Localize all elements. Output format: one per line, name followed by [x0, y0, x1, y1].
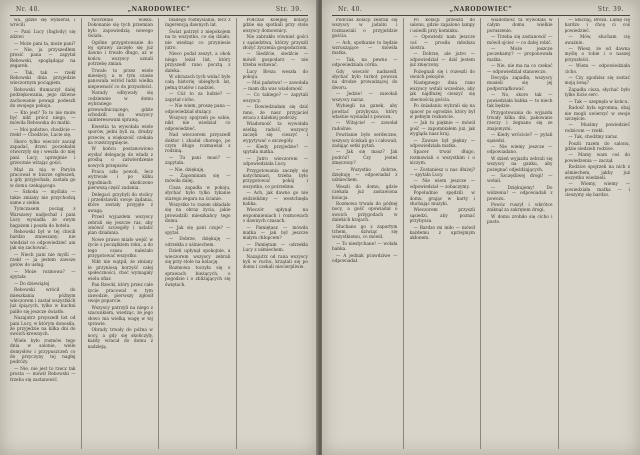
text-column [332, 18, 404, 449]
paragraph: — Nie, ja przyszedłem prosić pana — zapytał Rebowski, spoglądając na zegarek. [10, 48, 76, 70]
paragraph: — Siedźcie, siedźcie — mówił gospodarz — nie trzeba wstawać. [242, 52, 308, 69]
paragraph: — Mamy wam coś do powiedzenia — zaczął. [564, 153, 630, 164]
paragraph: Nie zabrakło również gości z sąsiedztwa, którzy przyszli złożyć życzenia gospodarzom. [242, 35, 308, 52]
paragraph: Nazajutrz przyszedł list od pani Lucy, w którym donosiła, że przyjedzie na kilka dni do swoich krewnych. [10, 316, 76, 338]
paragraph: — To niesłychane! — wołała babka. [332, 241, 398, 253]
paragraph: Rebowski wrócił do mieszkania późnym wieczorem i zastał wszystkich już śpiących, tylko w kuchni paliło się jeszcze światło. [10, 288, 76, 315]
paragraph: Przed wyjazdem wszyscy zebrali się jeszcze raz, aby omówić szczegóły i ustalić plan działania. [87, 215, 153, 237]
running-title: „NARODOWIEC” [127, 6, 191, 13]
paragraph: — Nie, nie ma na co czekać — odpowiedział stanowczo. [487, 64, 553, 75]
paragraph: Radość była ogromna, obaj nie mogli uwierzyć w swoje szczęście. [564, 106, 630, 122]
paragraph: — Kiedy wrócicie? — pytali sąsiedzi. [487, 133, 553, 144]
text-columns [10, 18, 308, 449]
paragraph: — Zawsze był piękny — odpowiedziała matka. [409, 138, 475, 149]
paragraph: Nazajutrz od rana wszyscy byli w ruchu, krzątali się po domu i czekali niecierpliwie. [242, 254, 308, 271]
paragraph: — Musimy powiedzieć rodzicom — rzekł. [564, 123, 630, 134]
running-title: „NARODOWIEC” [449, 6, 513, 13]
paragraph: Zapadła cisza, słychać było tylko bicie serc. [564, 87, 630, 99]
page-number-left: Nr. 40. [338, 6, 363, 13]
paragraph: Rozmowa trwała do późnej nocy, a gość opowiadał o swoich przygodach w dalekich krajach. [332, 202, 398, 224]
paragraph: — Niech pani nie myśli — rzekł — ja jestem zawsze gotów do usług. [10, 252, 76, 269]
paragraph: — Dziękujemy! Do widzenia! — odpowiadali z powozu. [487, 185, 553, 202]
paragraph: — Nie, nie jest to rzecz tak prosta — mówił Rebowski — trzeba się zastanowić. [10, 366, 76, 383]
paragraph: — Tak — szepnęła w końcu. [568, 99, 629, 105]
paragraph: Wszyscy patrzyli na niego z szacunkiem, wiedząc, że jego słowo ma wielką wagę w tej sprawie. [87, 305, 153, 327]
paragraph: — Co takiego? — zapytali wszyscy. [242, 93, 308, 104]
paragraph: — Może pani ta, może pani? [14, 41, 76, 47]
paragraph: W końcu postanowiono wysłać delegację do władz z prośbą o zatwierdzenie nowych przepisów. [87, 147, 153, 169]
paragraph: — Tak, tak — rzekł Rebowski dnia przyjedzie wieczornym pociągiem. [10, 70, 76, 87]
paragraph: — Jak się pani czuje? — spytał. [165, 225, 231, 237]
paragraph: — Nie wiemy jeszcze — odpowiadano. [487, 144, 553, 156]
text-column [487, 18, 559, 449]
paragraph: — Zapominam się — mówiła dalej. [165, 173, 231, 185]
paragraph: — Pani Lucy (Inglody) się zdziwi [10, 29, 76, 41]
paragraph: wa, gdzie się wybierał, i wrócili [10, 18, 76, 29]
paragraph: — Wszystko dobrze, dziękuję — odpowiadał z uśmiechem. [332, 167, 398, 184]
paragraph: Spacer trwał długo, rozmawiali o wszystkim i o niczym. [409, 150, 475, 167]
paragraph: — Wiem — odpowiedziała cicho. [564, 64, 630, 75]
paragraph: Tymczasem pociąg z Warszawy nadjechał i pani Lucy wysiadła ze swym bagażem i poszła do hotelu. [10, 207, 76, 229]
paragraph: — Witajcie! — zawołał radośnie. [332, 121, 398, 132]
paragraph: Lucy Breza weszła do pokoju. [242, 69, 308, 81]
text-column [165, 18, 237, 449]
paragraph: — Tak, chodźmy zaraz. [568, 135, 619, 141]
paragraph: — Kto jest? To to nie może być nikt prócz niego, — mówiła Rebowska do matki. [10, 110, 76, 127]
paragraph: Dzień upłynął spokojnie, a wieczorem wszyscy zebrali się przy stole na kolację. [165, 249, 231, 266]
paragraph: — Słuchaj, Breza. Lubię cię bardzo i chcę ci coś powiedzieć. [564, 18, 630, 34]
paragraph: — Cóż to za ludzie? — zapytał cicho. [165, 92, 231, 103]
paragraph: Skoro tylko wieczór zaczął zapadać, drzwi poczekalni otworzyły się i weszła do niej pani Lucy, uprzejmie i grzecznie witając gości. [10, 139, 76, 167]
paragraph: Nieco podał zeszyt, a obok niego leżał list, który przyszedł rano pocztą z daleka. [165, 52, 231, 74]
paragraph: — Do dziewiątej [14, 281, 50, 287]
paragraph: Wybiegli na ganek, aby powitać przybysza, który właśnie wysiadał z powozu. [332, 104, 398, 120]
text-column [10, 18, 82, 449]
paragraph: — Może rozmowa? — spytała [10, 269, 76, 281]
paragraph: — Jedzie! — zawołali wszyscy naraz. [332, 92, 398, 103]
page-number-right: Str. 39. [597, 6, 624, 13]
paragraph: — Ach, spotkanie to będzie wzruszające — mówiła matka. [332, 40, 398, 57]
paragraph: wiadomość ta wywołała w całym domu wielkie poruszenie. [487, 18, 553, 34]
paragraph: Nad wieczorem przyszedł doktor i zbadał chorego, po czym długo rozmawiał z rodziną. [165, 133, 231, 155]
paragraph: Trwało to przez wiele miesięcy, a w tym czasie panowała wśród ludzi wielka niepewność co do przyszłości. [87, 68, 153, 90]
paragraph: Wszyscy spojrzeli po sobie, nikt nie wiedział co odpowiedzieć. [165, 115, 231, 132]
paragraph: Delegaci przybyli do stolicy i przedstawili swoje żądania, które zostały przyjęte z uwagą. [87, 192, 153, 214]
paragraph: Pożegnali się i rozeszli do swoich pokojów. [409, 69, 475, 81]
paragraph: Ogólne przygotowanie do tej sprawy zaczęło się już dawno i trwało długo, aż w końcu wszyscy uznali potrzebę zmian. [87, 40, 153, 68]
paragraph: — Szkoda — myślała — takie zmiany nie przychodzą same z siebie. [10, 190, 76, 206]
left-page [0, 0, 318, 455]
paragraph: Mąż za nią w Paryżu pracował w biurze ogłoszeń, a gdy przyjechała, zastała go w domu czekającego. [10, 167, 76, 189]
page-header [10, 4, 308, 16]
paragraph: Decyzja zapadła, wszyscy musieli się jej podporządkować. [487, 76, 553, 92]
page-number-left: Nr. 40. [16, 6, 41, 13]
paragraph: W domu zrobiło się cicho i pusto. [487, 214, 553, 226]
paragraph: — Może jeszcze poczekamy? — proponowała matka. [487, 47, 553, 63]
paragraph: — Nie, dziękuję. [169, 167, 205, 173]
paragraph: Popołudnie spędzili w domu, grając w karty i słuchając muzyki. [409, 191, 475, 207]
paragraph: Świat patrzył z niepokojem na to wszystko, co się działo, nie wiedząc co przyniesie jutro. [165, 29, 231, 52]
paragraph: W obrazach tych widać było całą historię ubiegłych lat, pełną trudów i nadziei. [165, 75, 231, 91]
text-column [565, 18, 631, 449]
paragraph: — Trzeba się zastanowić — mówił ojciec — co dalej robić. [487, 35, 553, 46]
paragraph: — Moi państwo, chodźcie — rzekł — Chodźcie, Lucie się. [10, 127, 76, 139]
text-column [410, 18, 482, 449]
paragraph: — Jutro wieczorem — odpowiedziała Lucy. [242, 156, 308, 168]
text-columns [332, 18, 630, 449]
paragraph: — Bardzo mi miło — mówił każdemu z uprzejmym ukłonem. [409, 225, 475, 242]
paragraph: Przygotowania zaczęły się natychmiast, trzeba było przygotować pokój i wszystko, co potrzebne. [242, 168, 308, 190]
paragraph: — Nie wiem, proszę pana — odpowiedział służący. [165, 104, 231, 115]
paragraph: Podczas kolejnej kolacji gdzie się spotkali przy stole wszyscy domownicy. [242, 18, 308, 34]
paragraph: — Dobrze, dziękuję — odrzekła z uśmiechem. [165, 237, 231, 248]
paragraph: — Szczęśliwej drogi! — wołali. [487, 173, 553, 185]
paragraph: Powitanie było serdeczne, wszyscy ściskali go i całowali, zadając setki pytań. [332, 133, 398, 149]
paragraph: — Opowiedz nam jeszcze coś — prosiła młodsza siostra. [409, 35, 475, 52]
text-column [88, 18, 160, 449]
paragraph: — Czy zgodzisz się zostać moją żoną? [564, 76, 630, 87]
paragraph: Rebowski tłumaczył dalej podziękowania, jego dziwne zachowanie powagi podeszli do swojego pokoju. [10, 87, 76, 110]
paragraph: Obrady trwały do późna w nocy, a gdy się skończyły, każdy wracał do domu z nadzieją. [87, 328, 153, 350]
paragraph: Nikt nie wątpił, że zmiany te przyniosą korzyść całej społeczności, choć wymagały wielu ofiar. [87, 260, 153, 282]
paragraph: Narady odbywały się codziennie w domu wybranego przewodniczącego, gdzie schodzili się wszyscy zainteresowani sprawą. [87, 91, 153, 124]
paragraph: — Tak, na pewno — odpowiedziała córka. [332, 57, 398, 69]
paragraph: Weszli do domu, gdzie czekała już zastawiona kolacja. [332, 184, 398, 201]
paragraph: Słuchano go z zapartym tchem, dziwiąc się wszystkiemu, co mówił. [332, 224, 398, 241]
paragraph: — No, skoro tak — powiedziała babka — to niech tak będzie. [487, 93, 553, 110]
text-column [243, 18, 309, 449]
paragraph: Wszystko to razem składało się na obraz życia, jakie prowadzili mieszkańcy tego domu. [165, 203, 231, 225]
right-page [322, 0, 640, 455]
paragraph: Wiele było rozmów tego dnia w salonie, wiele domysłów i przypuszczeń co do przyczyny tej nagłej podróży. [10, 338, 76, 366]
page-number-right: Str. 39. [275, 6, 302, 13]
paragraph: Wieczór upłynął na wspomnieniach i rozmowach o dawnych czasach. [242, 208, 308, 225]
paragraph: — Moi państwo! — zawołała — mam dla was wiadomość. [242, 81, 308, 92]
paragraph: — Kiedy przyjedzie? — spytała matka. [242, 144, 308, 156]
paragraph: — Zostaniesz u nas dłużej? — spytała Lucy. [409, 167, 475, 178]
paragraph: Poszli razem do salonu, gdzie siedzieli rodzice. [564, 141, 630, 152]
paragraph: bladego rozmyślania, lecz z ingerencją dawnych lat. [165, 18, 231, 29]
paragraph: Po kolacji przeszli do salonu, gdzie zapalono lampy i usiedli przy kominku. [409, 18, 475, 34]
paragraph: — Pamiętam — odrzekła Lucy z uśmiechem. [242, 242, 308, 254]
paragraph: Kwestia ta wywołała wiele sporów, jedni byli za, drudzy przeciw, a większość czekała na rozstrzygnięcie. [87, 124, 153, 146]
paragraph: Podczas kolacji zebrali się wszyscy w jadalni i rozmawiali o przyjeździe gościa. [332, 18, 398, 40]
paragraph: — Dobrze, ale jutro — odpowiedział — dziś jestem już zmęczony. [409, 52, 475, 69]
paragraph: — Nie wiem jeszcze — odpowiedział — zobaczymy. [409, 179, 475, 190]
paragraph: W dzień wyjazdu zebrali się wszyscy na ganku, aby pożegnać odjeżdżających. [487, 156, 553, 173]
paragraph: — Pamiętasz — mówiła matka — jak był jeszcze małym chłopcem? [242, 225, 308, 242]
paragraph: Wiadomość ta wywołała wielką radość, wszyscy zaczęli się cieszyć i wypytywać o szczegóły. [242, 122, 308, 144]
paragraph: Nowe prawo miało wejść w życie z początkiem roku, a do tego czasu należało przygotować wszystko. [87, 237, 153, 260]
paragraph: Następnego dnia rano wszyscy wstali wcześnie, aby jak najdłużej cieszyć się obecnością gościa. [409, 81, 475, 103]
paragraph: — Jak tu pięknie — mówił gość — zapomniałem już, jak wygląda nasz kraj. [409, 121, 475, 138]
paragraph: Wieczorem przyszli sąsiedzi, aby poznać przybysza. [409, 208, 475, 225]
paragraph: — Mów, słucham cię uważnie. [564, 35, 630, 46]
page-header [332, 4, 630, 16]
paragraph: tworzenie wieku. Dokonanie się tych przemian było zapowiedzią nowego świata. [87, 18, 153, 40]
paragraph: — Tu pani musi? — zapytała. [165, 155, 231, 167]
paragraph: Po śniadaniu wybrali się na spacer po ogrodzie, który był w pełnym rozkwicie. [409, 104, 475, 120]
paragraph: Przygotowania do wyjazdu trwały kilka dni, pakowano rzeczy i żegnano się ze znajomymi. [487, 110, 553, 132]
paragraph: Praca szła powoli, lecz wytrwale i po kilku tygodniach ukończono pierwszą część zadania. [87, 169, 153, 192]
paragraph: — Ach, jak dawno go nie widzieliśmy — westchnęła babka. [242, 191, 308, 207]
paragraph: Cisza zapadła w pokoju, słychać było tylko tykanie starego zegara na ścianie. [165, 185, 231, 202]
paragraph: Powóz ruszył i wkrótce zniknął za zakrętem drogi. [487, 203, 553, 214]
paragraph: — Jak się masz? Jak podróż? Czy jesteś zmęczony? [332, 150, 398, 167]
paragraph: Gdy wieczór nadszedł, słychać było turkot powozu na drodze prowadzącej do dworu. [332, 69, 398, 91]
paragraph: — A jednak prawdziwe — odpowiadał. [332, 253, 398, 265]
paragraph: — Dowiedziałam się dziś rano, że nasz przyjaciel wraca z dalekiej podróży. [242, 105, 308, 121]
paragraph: Rodzice spojrzeli na nich z uśmiechem, jakby już wszystko wiedzieli. [564, 165, 630, 181]
paragraph: Rozmowa toczyła się o sprawach bieżących, o pogodzie i o zbliżających się świętach. [165, 266, 231, 288]
paragraph: Rebowski był w tej chwili bardzo zmieszany; nie wiedział co odpowiedzieć ani jak się zachować. [10, 230, 76, 252]
paragraph: — Wiemy, wiemy — powiedziała matka — i cieszymy się bardzo. [564, 182, 630, 199]
paragraph: Pan Rzecki, który przez całe życie pracował w tym zawodzie, pierwszy zgłosił swoje poparcie. [87, 283, 153, 305]
paragraph: — Wiesz, że od dawna myślę o tobie i o naszej przyszłości. [564, 47, 630, 63]
